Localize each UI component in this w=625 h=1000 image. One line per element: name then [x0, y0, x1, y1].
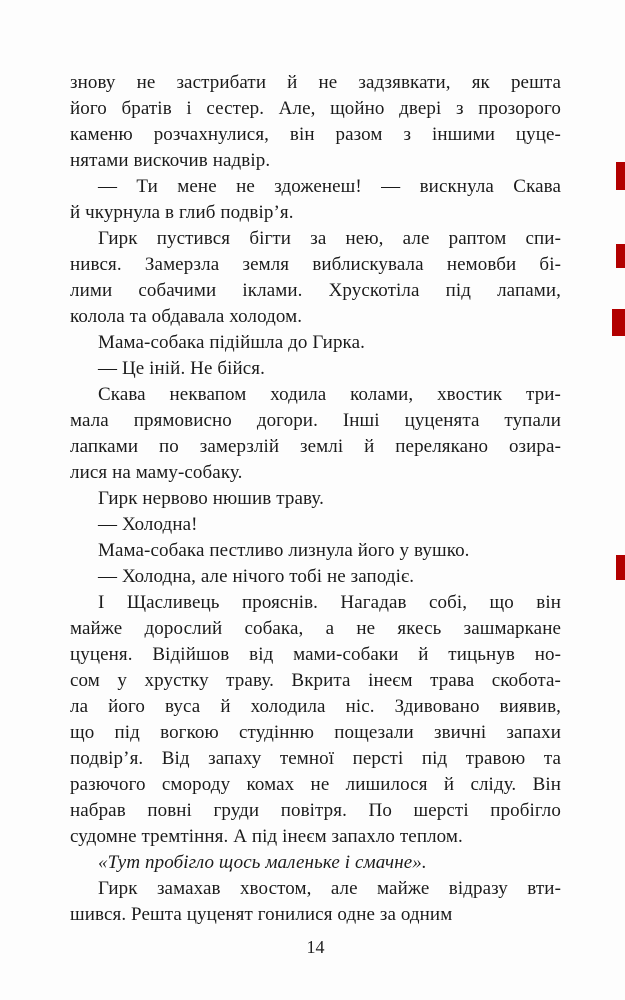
- text-line: І Щасливець прояснів. Нагадав собі, що він: [98, 592, 561, 613]
- text-line: сом у хрустку траву. Вкрита інеєм трава скобота-: [70, 670, 561, 691]
- text-line: Гирк замахав хвостом, але майже відразу вти-: [98, 878, 561, 899]
- paragraph: [70, 486, 561, 512]
- paragraph: [70, 512, 561, 538]
- text-line: що під вогкою студінню пощезали звичні запахи: [70, 722, 561, 743]
- text-line: його братів і сестер. Але, щойно двері з прозорого: [70, 98, 561, 119]
- text-line: цуценя. Відійшов від мами-собаки й тицьнув но-: [70, 644, 561, 665]
- text-line: — Це іній. Не бійся.: [98, 358, 265, 379]
- red-edge-mark: [616, 555, 625, 580]
- text-line: лими собачими іклами. Хрускотіла під лапами,: [70, 280, 561, 301]
- paragraph: [70, 226, 561, 330]
- text-line: «Тут пробігло щось маленьке і смачне».: [98, 852, 427, 873]
- red-edge-mark: [616, 162, 625, 190]
- text-line: мала прямовисно догори. Інші цуценята тупали: [70, 410, 561, 431]
- paragraph: [70, 356, 561, 382]
- text-line: Гирк нервово нюшив траву.: [98, 488, 324, 509]
- text-line: знову не застрибати й не задзявкати, як решта: [70, 72, 561, 93]
- text-line: — Холодна!: [98, 514, 198, 535]
- text-line: нятами вискочив надвір.: [70, 150, 271, 171]
- text-line: Мама-собака пестливо лизнула його у вушко.: [98, 540, 470, 561]
- paragraph: [70, 564, 561, 590]
- text-line: лися на маму-собаку.: [70, 462, 243, 483]
- text-line: — Холодна, але нічого тобі не заподіє.: [98, 566, 415, 587]
- paragraph: [70, 538, 561, 564]
- text-line: Мама-собака підійшла до Гирка.: [98, 332, 365, 353]
- paragraph: [70, 174, 561, 226]
- text-line: разючого смороду комах не лишилося й сліду. Він: [70, 774, 561, 795]
- text-line: подвір’я. Від запаху темної персті під травою та: [70, 748, 561, 769]
- paragraph: [70, 70, 561, 174]
- paragraph: [70, 590, 561, 850]
- text-line: судомне тремтіння. А під інеєм запахло теплом.: [70, 826, 463, 847]
- paragraph: [70, 330, 561, 356]
- paragraph: [70, 382, 561, 486]
- text-line: й чкурнула в глиб подвір’я.: [70, 202, 294, 223]
- text-line: майже дорослий собака, а не якесь зашмаркане: [70, 618, 561, 639]
- text-line: лапками по замерзлій землі й перелякано озира-: [70, 436, 561, 457]
- red-edge-mark: [616, 244, 625, 268]
- text-line: Скава неквапом ходила колами, хвостик три-: [98, 384, 561, 405]
- page-text: [70, 70, 561, 928]
- text-line: шився. Решта цуценят гонилися одне за одним: [70, 904, 453, 925]
- paragraph: [70, 876, 561, 928]
- paragraph: [70, 850, 561, 876]
- text-line: — Ти мене не здоженеш! — вискнула Скава: [98, 176, 561, 197]
- text-line: нився. Замерзла земля виблискувала немовби бі-: [70, 254, 561, 275]
- text-line: каменю розчахнулися, він разом з іншими цуце-: [70, 124, 561, 145]
- page-number: 14: [306, 937, 325, 957]
- text-line: Гирк пустився бігти за нею, але раптом спи-: [98, 228, 561, 249]
- text-line: колола та обдавала холодом.: [70, 306, 303, 327]
- text-line: ла його вуса й холодила ніс. Здивовано виявив,: [70, 696, 561, 717]
- red-edge-mark: [612, 309, 625, 336]
- text-line: набрав повні груди повітря. По шерсті пробігло: [70, 800, 561, 821]
